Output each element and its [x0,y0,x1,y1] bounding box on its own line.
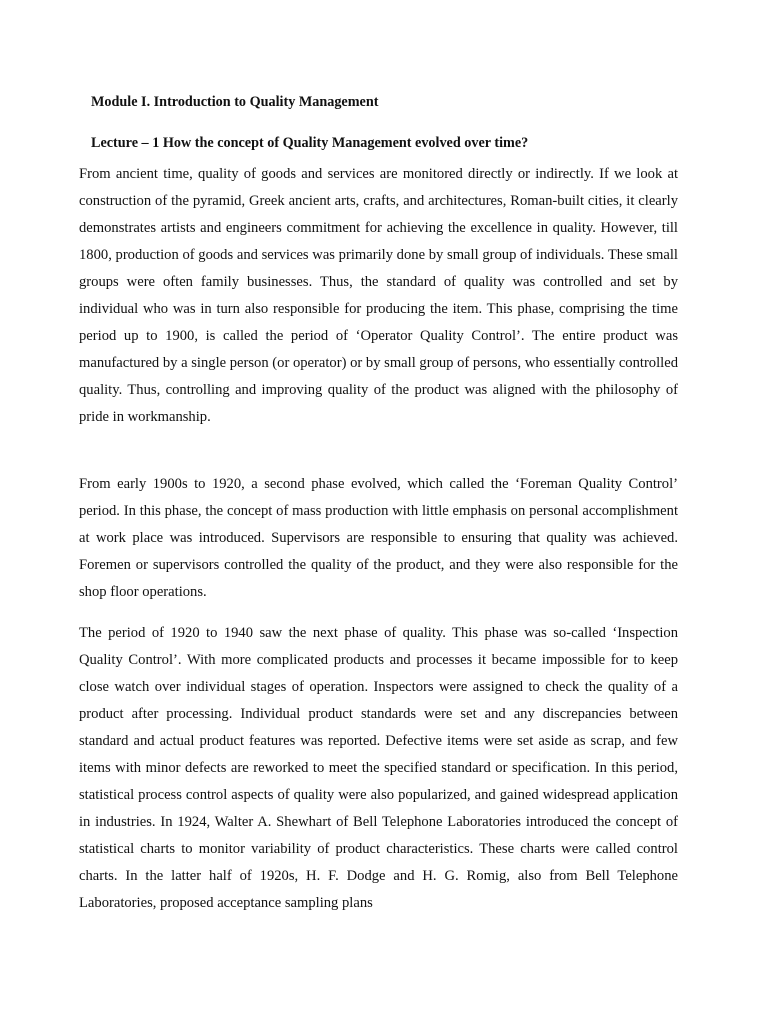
paragraph-operator-quality-control: From ancient time, quality of goods and services are monitored directly or indirectly. If we look at construction of the pyramid, Greek ancient arts, crafts, and architectures, Roman-built cities, it clearly demonstrates artists and engineers commitment for achieving the excellence in quality. However, till 1800, production of goods and services was primarily done by small group of individuals. These small groups were often family businesses. Thus, the standard of quality was controlled and set by individual who was in turn also responsible for producing the item. This phase, comprising the time period up to 1900, is called the period of ‘Operator Quality Control’. The entire product was manufactured by a single person (or operator) or by small group of persons, who essentially controlled quality. Thus, controlling and improving quality of the product was aligned with the philosophy of pride in workmanship. [79,166,678,425]
lecture-heading: Lecture – 1 How the concept of Quality Management evolved over time? [91,135,529,151]
paragraph-foreman-quality-control: From early 1900s to 1920, a second phase evolved, which called the ‘Foreman Quality Control’ period. In this phase, the concept of mass production with little emphasis on personal accomplishment at work place was introduced. Supervisors are responsible to ensuring that quality was achieved. Foremen or supervisors controlled the quality of the product, and they were also responsible for the shop floor operations. [79,476,678,600]
module-heading: Module I. Introduction to Quality Management [91,94,379,110]
paragraph-inspection-quality-control: The period of 1920 to 1940 saw the next phase of quality. This phase was so-called ‘Inspection Quality Control’. With more complicated products and processes it became impossible for to keep close watch over individual stages of operation. Inspectors were assigned to check the quality of a product after processing. Individual product standards were set and any discrepancies between standard and actual product features was reported. Defective items were set aside as scrap, and few items with minor defects are reworked to meet the specified standard or specification. In this period, statistical process control aspects of quality were also popularized, and gained widespread application in industries. In 1924, Walter A. Shewhart of Bell Telephone Laboratories introduced the concept of statistical charts to monitor variability of product characteristics. These charts were called control charts. In the latter half of 1920s, H. F. Dodge and H. G. Romig, also from Bell Telephone Laboratories, proposed acceptance sampling plans [79,625,678,911]
